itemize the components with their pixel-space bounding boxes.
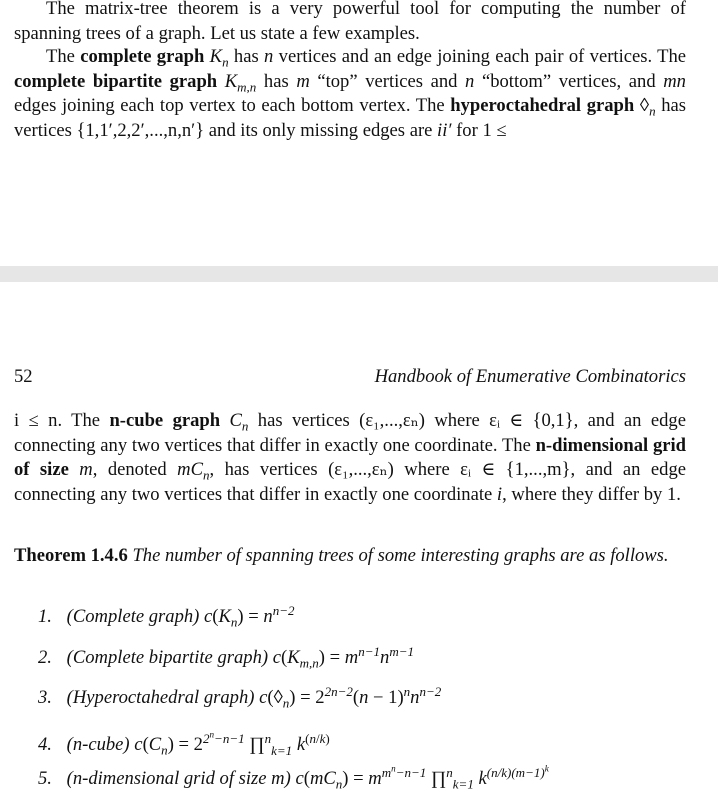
- term-n-cube-graph: n-cube graph: [109, 410, 221, 431]
- page-separator: [0, 266, 718, 282]
- bottom-page: [0, 282, 718, 811]
- list-item: 4. (n-cube) $c(C_n) = 2^{2^n-n-1}$ ∏$^n_{k=1}$ k(n/k): [38, 729, 330, 758]
- page-number: 52: [14, 366, 33, 387]
- list-item: 1. (Complete graph) $c(K_n) = n^{n-2}$: [38, 602, 295, 630]
- term-n-dimensional-grid: n-dimensional grid of size: [14, 434, 686, 481]
- theorem-statement: Theorem 1.4.6 The number of spanning trees of some interesting graphs are as follows.: [14, 545, 669, 566]
- theorem-label: Theorem 1.4.6: [14, 545, 128, 566]
- top-page-fragment: [0, 0, 718, 266]
- term-hyperoctahedral-graph: hyperoctahedral graph: [450, 95, 635, 117]
- list-item: 5. (n-dimensional grid of size m) $c(mC_n) = m^{m^n-n-1}$ ∏$^n_{k=1}$ $k^{(n/k)(m-1)^k}$: [38, 763, 549, 792]
- term-complete-graph: complete graph: [80, 46, 205, 67]
- paragraph-intro: The matrix-tree theorem is a very powerful tool for computing the number of spanning trees of a graph. Let us state a few examples.: [14, 0, 686, 44]
- list-item: 2. (Complete bipartite graph) $c(K_{m,n}) = m^{n-1}n^{m-1}$: [38, 643, 415, 671]
- paragraph-definitions: The complete graph $K_n$ has n vertices and an edge joining each pair of vertices. The complete bipartite graph $K_{m,n}$ has m “top” vertices and n “bottom” vertices, and mn edges joining each top vertex to each bottom vertex. The hyperoctahedral graph $◊_n$ has vertices {1,1′,2,2′,...,n,n′} and its only missing edges are ii′ for 1 ≤: [14, 46, 687, 141]
- term-complete-bipartite-graph: complete bipartite graph: [14, 70, 218, 92]
- list-item: 3. (Hyperoctahedral graph) $c(◊_n) = 2^{2n-2}(n - 1)^nn^{n-2}$: [38, 683, 442, 711]
- theorem-list: [38, 604, 688, 807]
- paragraph-grid-definitions: i ≤ n. The n-cube graph $C_n$ has vertices (ε₁,...,εₙ) where εᵢ ∈ {0,1}, and an edge connecting any two vertices that differ in exactly one coordinate. The n-dimensional grid of size m, denoted $mC_n$, has vertices (ε₁,...,εₙ) where εᵢ ∈ {1,...,m}, and an edge connecting any two vertices that differ in exactly one coordinate i, where they differ by 1.: [14, 410, 686, 505]
- running-header-title: Handbook of Enumerative Combinatorics: [374, 366, 686, 387]
